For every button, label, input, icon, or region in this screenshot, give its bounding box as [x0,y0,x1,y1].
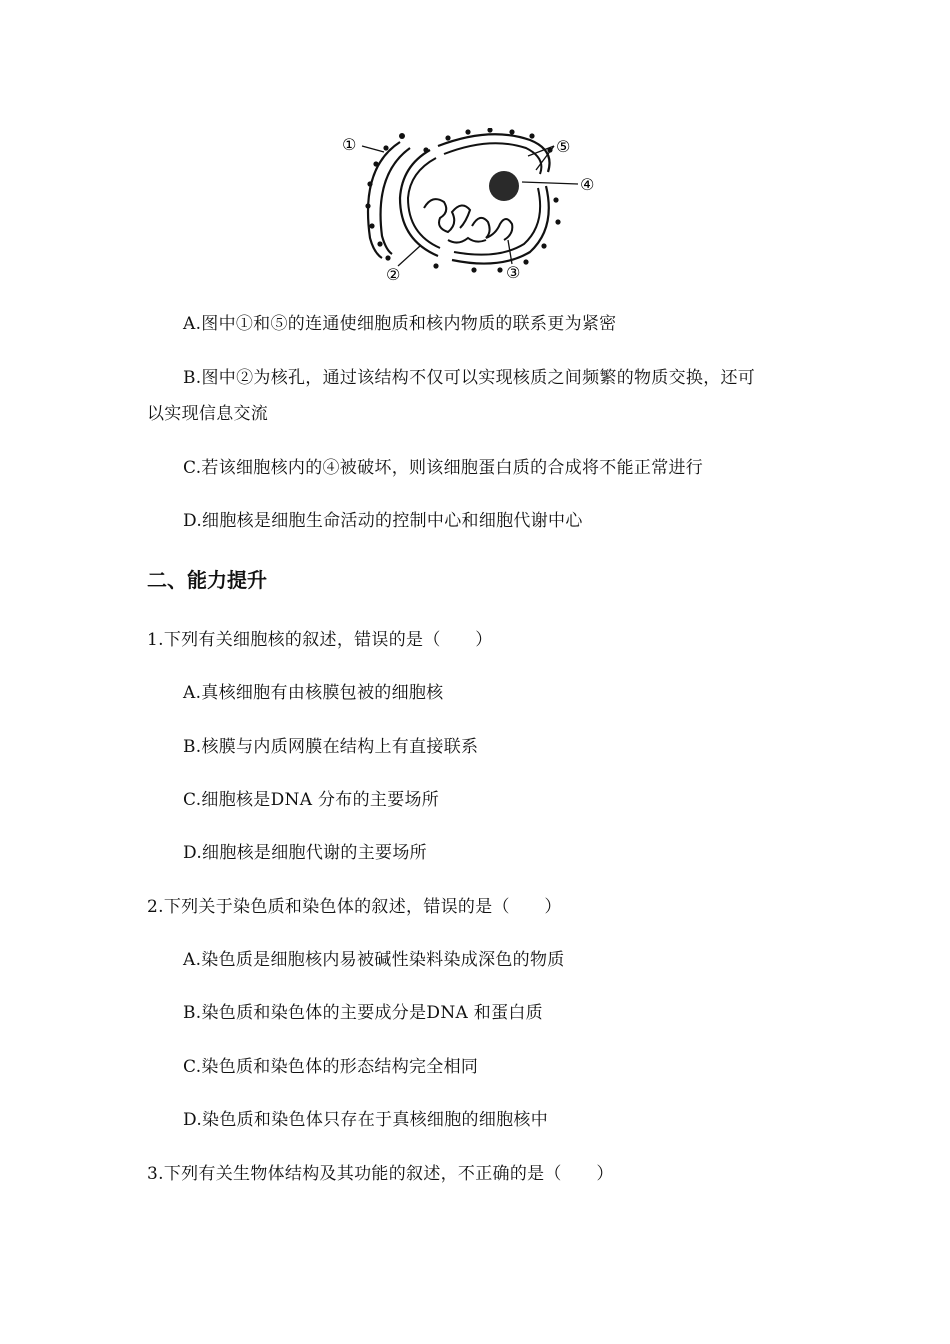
question-2-option-d: D.染色质和染色体只存在于真核细胞的细胞核中 [183,1110,549,1130]
question-2-option-b: B.染色质和染色体的主要成分是DNA 和蛋白质 [183,1003,543,1023]
label-4: ④ [580,175,595,194]
prev-option-b: B.图中②为核孔，通过该结构不仅可以实现核质之间频繁的物质交换，还可 [183,368,756,388]
prev-option-a: A.图中①和⑤的连通使细胞质和核内物质的联系更为紧密 [183,314,617,334]
question-2-option-a: A.染色质是细胞核内易被碱性染料染成深色的物质 [183,950,565,970]
question-1-option-c: C.细胞核是DNA 分布的主要场所 [183,790,440,810]
question-1-option-a: A.真核细胞有由核膜包被的细胞核 [183,683,444,703]
label-3: ③ [506,263,521,282]
leader-line-2 [398,246,420,266]
question-1-stem: 1.下列有关细胞核的叙述，错误的是（ ） [147,630,493,650]
label-5: ⑤ [556,137,571,156]
leader-line-4 [522,182,578,184]
question-1-option-d: D.细胞核是细胞代谢的主要场所 [183,843,427,863]
question-2-option-c: C.染色质和染色体的形态结构完全相同 [183,1057,479,1077]
leader-line-1 [362,146,384,152]
label-2: ② [386,265,401,284]
er-membrane-inner [381,148,410,254]
question-1-option-b: B.核膜与内质网膜在结构上有直接联系 [183,737,479,757]
nucleus-diagram [340,128,610,288]
prev-option-c: C.若该细胞核内的④被破坏，则该细胞蛋白质的合成将不能正常进行 [183,458,704,478]
nucleolus [489,171,519,201]
section-title: 二、能力提升 [147,568,267,592]
prev-option-d: D.细胞核是细胞生命活动的控制中心和细胞代谢中心 [183,511,583,531]
question-3-stem: 3.下列有关生物体结构及其功能的叙述，不正确的是（ ） [147,1164,614,1184]
inner-nuclear-membrane [444,143,541,174]
prev-option-b-cont: 以实现信息交流 [147,404,269,424]
inner-nuclear-membrane-left [408,158,440,248]
chromatin [424,199,512,242]
question-2-stem: 2.下列关于染色质和染色体的叙述，错误的是（ ） [147,897,562,917]
outer-nuclear-membrane-left [400,150,438,256]
label-1: ① [342,135,357,154]
